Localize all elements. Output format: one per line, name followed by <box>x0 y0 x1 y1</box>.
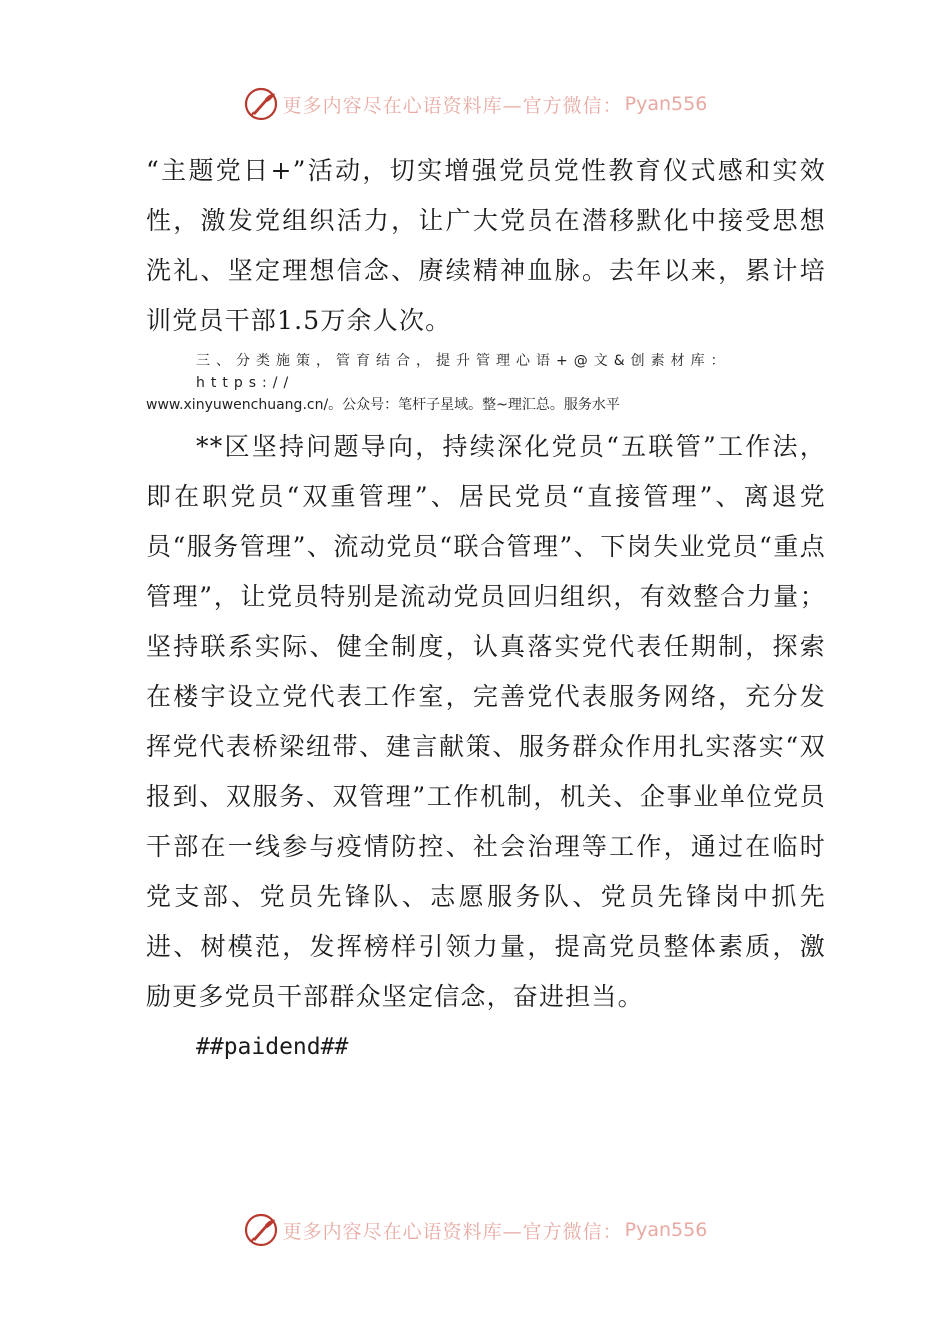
end-marker: ##paidend## <box>196 1034 349 1060</box>
footer-banner <box>0 1208 950 1252</box>
wechat-id: Pyan556 <box>624 1219 708 1241</box>
paragraph-2: **区坚持问题导向，持续深化党员“五联管”工作法，即在职党员“双重管理”、居民党员“直接管理”、离退党员“服务管理”、流动党员“联合管理”、下岗失业党员“重点管理”，让党员特别是流动党员回归组织，有效整合力量；坚持联系实际、健全制度，认真落实党代表任期制，探索在楼宇设立党代表工作室，完善党代表服务网络，充分发挥党代表桥梁纽带、建言献策、服务群众作用扎实落实“双报到、双服务、双管理”工作机制，机关、企事业单位党员干部在一线参与疫情防控、社会治理等工作，通过在临时党支部、党员先锋队、志愿服务队、党员先锋岗中抓先进、树模范，发挥榜样引领力量，提高党员整体素质，激励更多党员干部群众坚定信念，奋进担当。 <box>146 432 826 1011</box>
section-heading <box>146 350 826 416</box>
paragraph-1: “主题党日+”活动，切实增强党员党性教育仪式感和实效性，激发党组织活力，让广大党员在潜移默化中接受思想洗礼、坚定理想信念、赓续精神血脉。去年以来，累计培训党员干部1.5万余人次。 <box>146 156 826 335</box>
banner-text: 更多内容尽在心语资料库—官方微信： <box>282 94 623 117</box>
section-heading-line-1: 三、分类施策，管育结合，提升管理心语+@文&创素材库：https:// <box>196 353 731 391</box>
wechat-id: Pyan556 <box>624 93 708 115</box>
banner-text: 更多内容尽在心语资料库—官方微信： <box>282 1220 623 1243</box>
document-body <box>146 146 826 1072</box>
section-heading-line-2: www.xinyuwenchuang.cn/。公众号：笔杆子星域。整~理汇总。服务水平 <box>146 397 620 413</box>
quill-pen-icon <box>243 86 279 122</box>
header-banner <box>0 82 950 126</box>
quill-pen-icon <box>243 1212 279 1248</box>
